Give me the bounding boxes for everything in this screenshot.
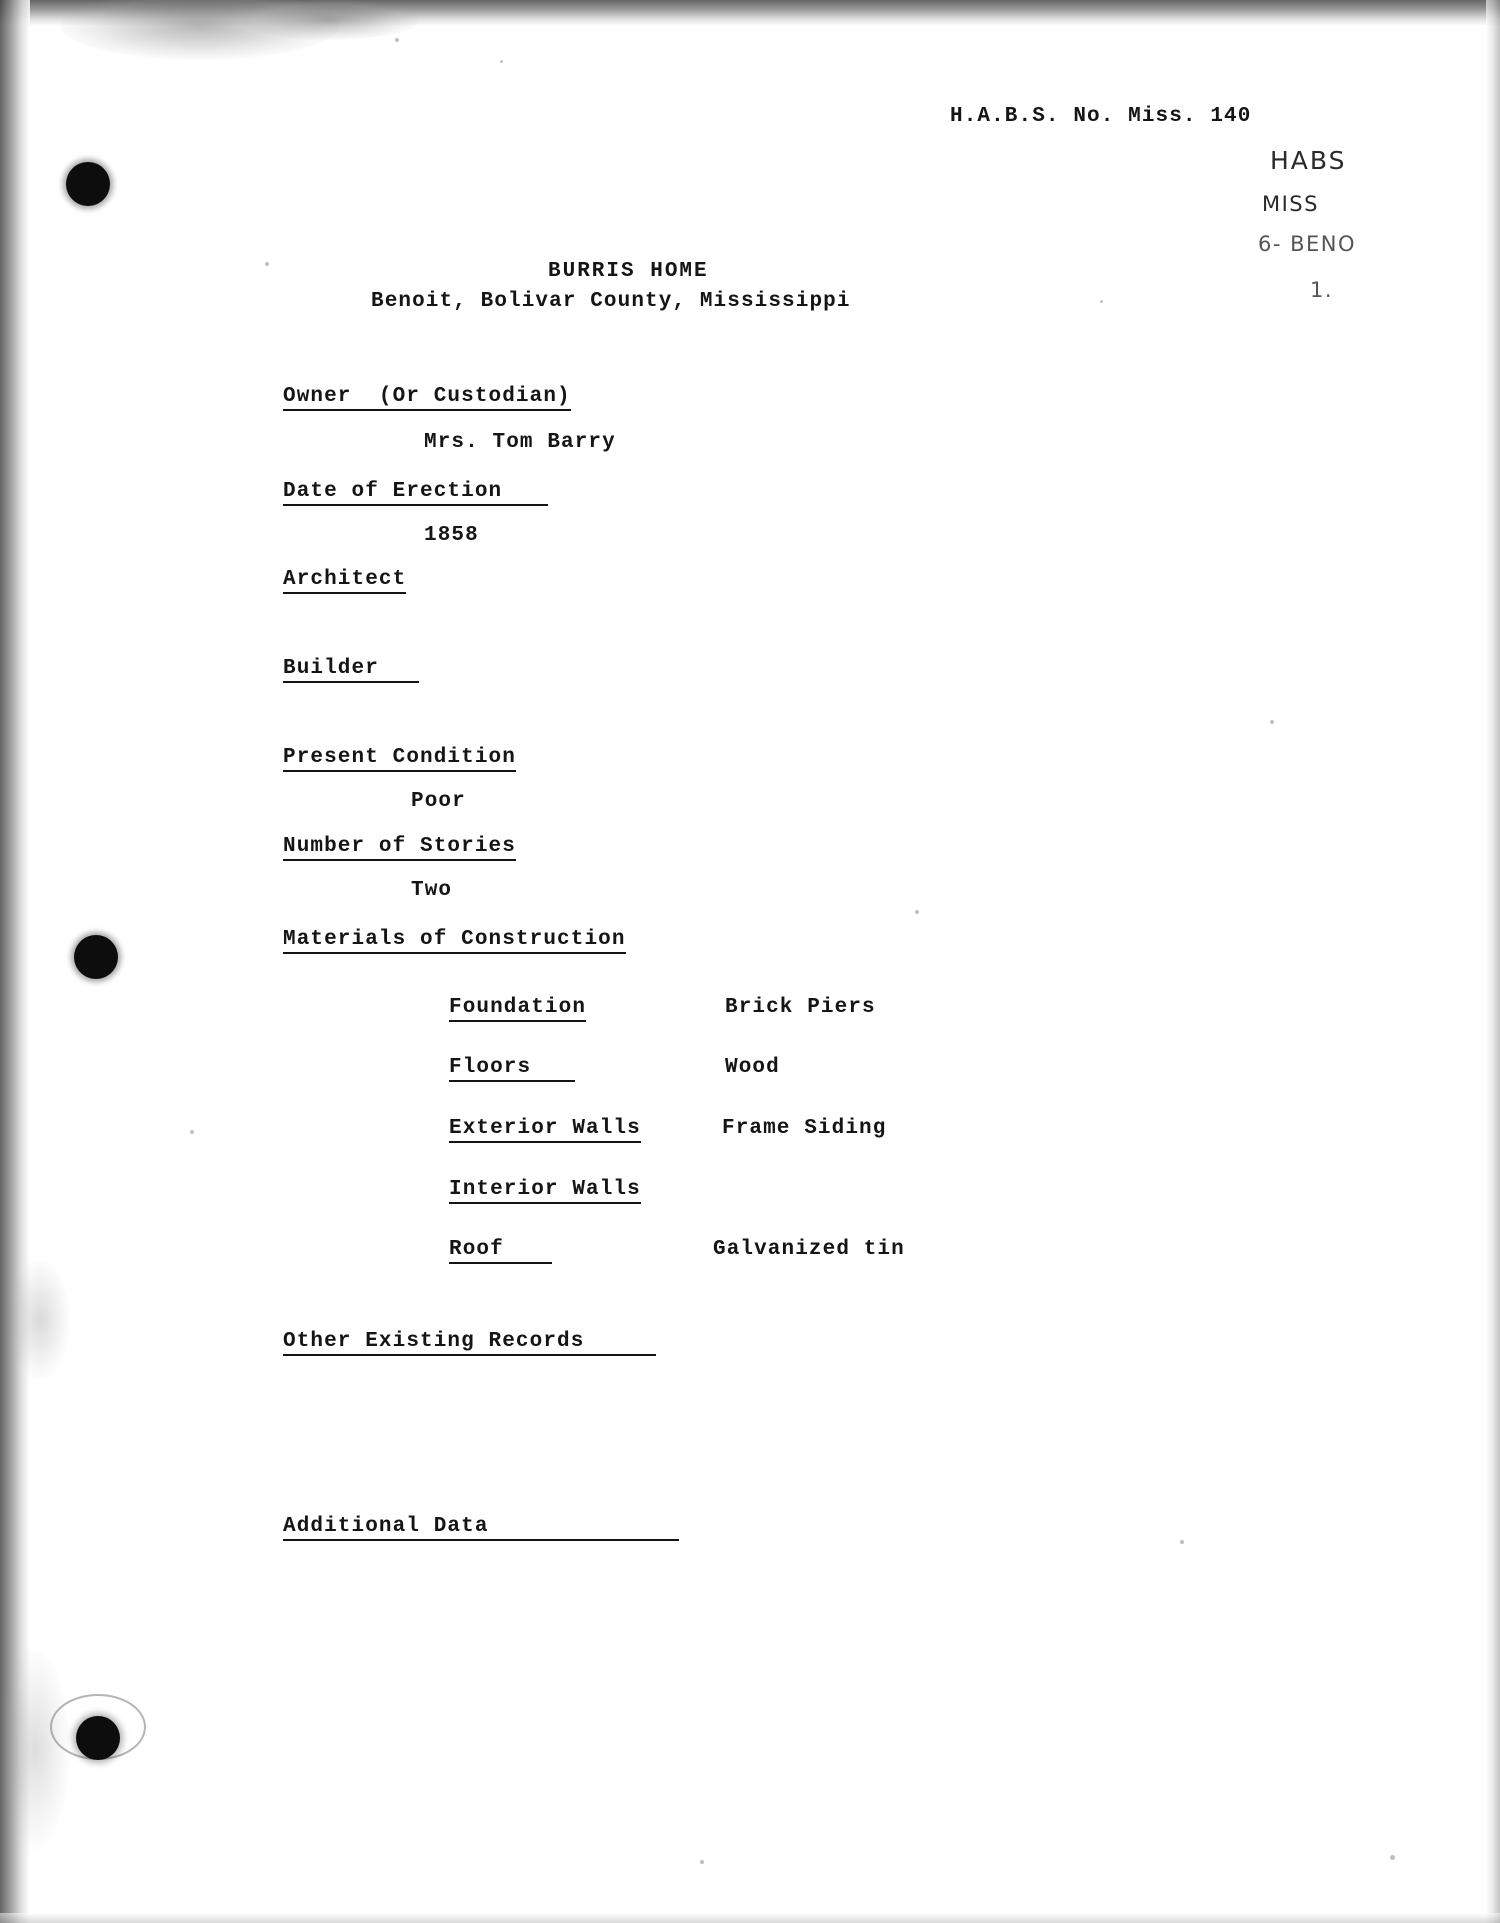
scan-edge-bottom <box>0 1913 1500 1923</box>
scan-speck <box>190 1130 194 1134</box>
field-label-additional-data: Additional Data <box>283 1515 679 1541</box>
material-value-roof: Galvanized tin <box>713 1238 905 1261</box>
material-label-exterior-walls: Exterior Walls <box>449 1117 641 1143</box>
page-subtitle: Benoit, Bolivar County, Mississippi <box>371 290 851 313</box>
field-value-date-of-erection: 1858 <box>424 524 479 547</box>
scan-edge-left <box>0 0 30 1923</box>
field-value-number-of-stories: Two <box>411 879 453 902</box>
scan-speck <box>1180 1540 1184 1544</box>
handwritten-number: 1. <box>1310 278 1334 302</box>
field-label-date-of-erection: Date of Erection <box>283 480 548 506</box>
scan-speck <box>500 60 503 63</box>
field-label-number-of-stories: Number of Stories <box>283 835 516 861</box>
handwritten-miss: MISS <box>1262 192 1319 216</box>
handwritten-habs: HABS <box>1270 146 1347 175</box>
material-value-foundation: Brick Piers <box>725 996 876 1019</box>
field-label-architect: Architect <box>283 568 406 594</box>
field-value-owner: Mrs. Tom Barry <box>424 431 616 454</box>
scan-speck <box>915 910 919 914</box>
material-label-roof: Roof <box>449 1238 552 1264</box>
material-label-floors: Floors <box>449 1056 575 1082</box>
material-value-exterior-walls: Frame Siding <box>722 1117 887 1140</box>
habs-number: H.A.B.S. No. Miss. 140 <box>950 105 1252 128</box>
field-label-materials-of-construction: Materials of Construction <box>283 928 626 954</box>
material-value-floors: Wood <box>725 1056 780 1079</box>
scan-speck <box>1100 300 1103 303</box>
punch-hole-middle <box>74 935 118 979</box>
punch-hole-bottom <box>76 1716 120 1760</box>
field-label-builder: Builder <box>283 657 419 683</box>
field-label-present-condition: Present Condition <box>283 746 516 772</box>
scan-edge-right <box>1486 0 1500 1923</box>
page-title: BURRIS HOME <box>548 260 709 283</box>
scan-speck <box>395 38 399 42</box>
material-label-foundation: Foundation <box>449 996 586 1022</box>
scan-speck <box>1270 720 1274 724</box>
scan-edge-top <box>0 0 1500 26</box>
field-label-other-existing-records: Other Existing Records <box>283 1330 656 1356</box>
material-label-interior-walls: Interior Walls <box>449 1178 641 1204</box>
scan-speck <box>265 262 269 266</box>
handwritten-beno: 6- BENO <box>1258 232 1357 256</box>
field-label-owner: Owner (Or Custodian) <box>283 385 571 411</box>
scan-speck <box>1390 1855 1395 1860</box>
field-value-present-condition: Poor <box>411 790 466 813</box>
scan-speck <box>700 1860 704 1864</box>
punch-hole-top <box>66 162 110 206</box>
